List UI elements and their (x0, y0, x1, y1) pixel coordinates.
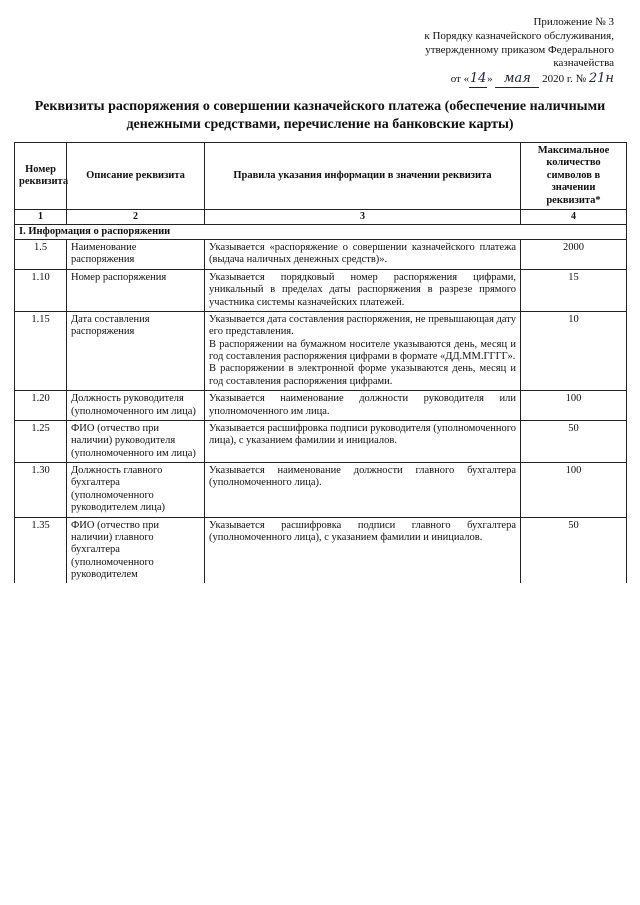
requisites-table (14, 142, 627, 583)
header-number: Номер реквизита (15, 143, 67, 210)
requisite-max-chars: 50 (521, 517, 627, 583)
requisite-number: 1.10 (15, 269, 67, 311)
requisite-number: 1.5 (15, 240, 67, 270)
table-row (15, 240, 627, 270)
rule-paragraph: Указывается порядковый номер распоряжения цифрами, уникальный в пределах даты распоряжения в разрезе прямого участника системы казначейских платежей. (209, 271, 516, 308)
requisite-max-chars: 100 (521, 391, 627, 421)
column-number: 2 (67, 209, 205, 224)
section-label: I. Информация о распоряжении (15, 224, 627, 239)
requisite-rules (205, 240, 521, 270)
rule-paragraph: Указывается «распоряжение о совершении казначейского платежа (выдача наличных денежных средств)». (209, 242, 516, 266)
requisite-number: 1.25 (15, 420, 67, 462)
rule-paragraph: Указывается наименование должности главного бухгалтера (уполномоченного лица). (209, 465, 516, 489)
requisite-max-chars: 50 (521, 420, 627, 462)
table-row (15, 391, 627, 421)
requisite-description: ФИО (отчество при наличии) руководителя (уполномоченного им лица) (67, 420, 205, 462)
date-month: мая (495, 71, 539, 88)
date-prefix: от « (450, 73, 470, 85)
date-day: 14 (469, 71, 487, 88)
rule-paragraph: Указывается расшифровка подписи руководителя (уполномоченного лица), с указанием фамилии и инициалов. (209, 422, 516, 447)
column-number: 1 (15, 209, 67, 224)
requisite-number: 1.30 (15, 463, 67, 518)
table-row (15, 269, 627, 311)
column-number: 4 (521, 209, 627, 224)
table-row (15, 517, 627, 583)
requisite-description: Наименование распоряжения (67, 240, 205, 270)
annex-line-2: утвержденному приказом Федерального (425, 43, 614, 56)
rule-paragraph: Указывается дата составления распоряжения, не превышающая дату его представления. (209, 313, 516, 338)
header-row (15, 143, 627, 210)
order-number: 21н (588, 71, 614, 86)
appendix-label: Приложение № 3 (533, 16, 614, 28)
rule-paragraph: Указывается наименование должности руководителя или уполномоченного им лица. (209, 393, 516, 417)
header-description: Описание реквизита (67, 143, 205, 210)
requisite-rules (205, 391, 521, 421)
requisite-description: Должность руководителя (уполномоченного им лица) (67, 391, 205, 421)
requisite-description: ФИО (отчество при наличии) главного бухгалтера (уполномоченного руководителем (67, 517, 205, 583)
requisite-rules (205, 517, 521, 583)
requisite-max-chars: 100 (521, 463, 627, 518)
rule-paragraph: Указывается расшифровка подписи главного бухгалтера (уполномоченного лица), с указанием фамилии и инициалов. (209, 519, 516, 543)
section-row (15, 224, 627, 239)
annex-line-1: к Порядку казначейского обслуживания, (424, 29, 614, 42)
table-row (15, 311, 627, 390)
requisite-description: Должность главного бухгалтера (уполномоченного руководителем лица) (67, 463, 205, 518)
requisite-max-chars: 2000 (521, 240, 627, 270)
date-year: 2020 г. № (542, 73, 587, 85)
table-row (15, 463, 627, 518)
annex-stamp (284, 16, 614, 88)
requisite-description: Дата составления распоряжения (67, 311, 205, 390)
requisite-number: 1.20 (15, 391, 67, 421)
requisite-number: 1.35 (15, 517, 67, 583)
requisite-max-chars: 10 (521, 311, 627, 390)
column-number: 3 (205, 209, 521, 224)
requisite-rules (205, 463, 521, 518)
requisite-number: 1.15 (15, 311, 67, 390)
requisite-rules (205, 311, 521, 390)
requisite-rules (205, 269, 521, 311)
annex-date-line (284, 71, 614, 88)
rule-paragraph: В распоряжении в электронной форме указываются день, месяц и год составления распоряжения цифрами. (209, 363, 516, 387)
requisite-max-chars: 15 (521, 269, 627, 311)
header-max-chars: Максимальное количество символов в значении реквизита* (521, 143, 627, 210)
requisite-rules (205, 420, 521, 462)
date-mid: » (487, 73, 493, 85)
column-numbers-row (15, 209, 627, 224)
document-title: Реквизиты распоряжения о совершении казначейского платежа (обеспечение наличными денежными средствами, перечисление на банковские карты) (34, 99, 606, 132)
table-row (15, 420, 627, 462)
rule-paragraph: В распоряжении на бумажном носителе указываются день, месяц и год составления распоряжения цифрами в формате «ДД.ММ.ГГГГ». (209, 338, 516, 363)
requisite-description: Номер распоряжения (67, 269, 205, 311)
annex-line-3: казначейства (553, 57, 614, 70)
header-rules: Правила указания информации в значении реквизита (205, 143, 521, 210)
